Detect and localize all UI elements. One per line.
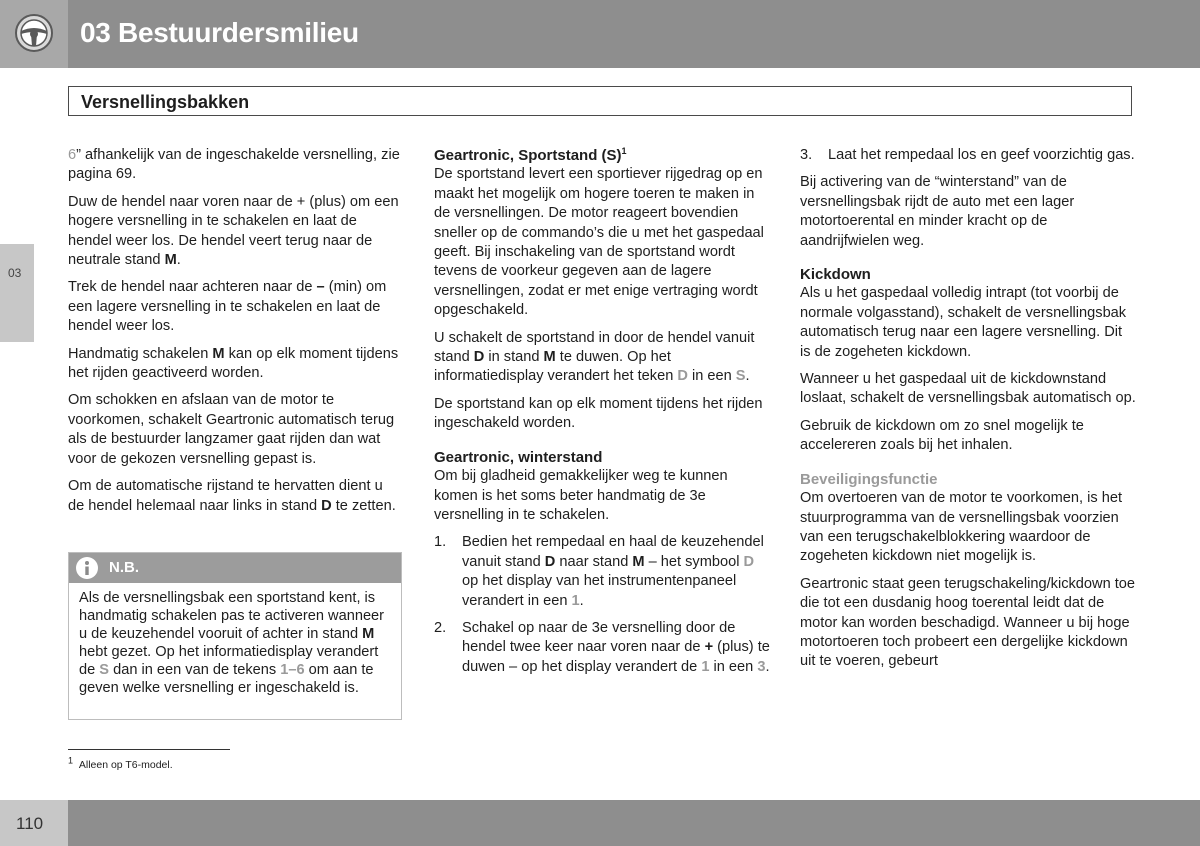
paragraph: Wanneer u het gaspedaal uit de kickdownstand loslaat, schakelt de versnellingsbak automatisch op. [800, 371, 1136, 407]
heading-winterstand: Geartronic, winterstand [434, 448, 603, 466]
paragraph: U schakelt de sportstand in door de hendel vanuit stand D in stand M te duwen. Op het informatiedisplay verandert het teken D in een S. [434, 329, 755, 385]
paragraph: Om de automatische rijstand te hervatten dient u de hendel helemaal naar links in stand D te zetten. [68, 478, 396, 514]
list-item: 3. Laat het rempedaal los en geef voorzichtig gas. [800, 147, 1135, 163]
heading-beveiligingsfunctie: Beveiligingsfunctie [800, 470, 938, 488]
heading-sportstand: Geartronic, Sportstand $(S)^1$ [434, 146, 627, 164]
paragraph: Duw de hendel naar voren naar de + (plus) om een hogere versnelling in te schakelen en laat de hendel weer los. De hendel veert terug naar de neutrale stand M. [68, 193, 399, 269]
page-footer [0, 800, 1200, 846]
step-list-continued [800, 146, 1136, 165]
paragraph: Om schokken en afslaan van de motor te voorkomen, schakelt Geartronic automatisch terug als de bestuurder langzamer gaat rijden dan wat voor de gekozen versnelling gepast is. [68, 392, 395, 467]
note-box [68, 552, 402, 720]
paragraph: 6” afhankelijk van de ingeschakelde versnelling, zie pagina 69. [68, 147, 400, 183]
header-icon-box [0, 0, 68, 68]
note-text: Als de versnellingsbak een sportstand kent, is handmatig schakelen pas te activeren wanneer u de keuzehendel vooruit of achter in stand M hebt gezet. Op het informatiedisplay verandert de S dan in een van de tekens 1–6 om aan te geven welke versnelling er ingeschakeld is. [79, 590, 385, 696]
note-title: N.B. [109, 559, 139, 576]
paragraph: De sportstand levert een sportiever rijgedrag op en maakt het mogelijk om hogere toeren te maken in de versnellingen. De motor reageert bovendien sneller op de commando’s die u met het gaspedaal geeft. Bij inschakeling van de sportstand wordt tevens de voorkeur gegeven aan de lagere versnellingen, zodat er met enige vertraging wordt opgeschakeld. [434, 166, 764, 319]
chapter-side-tab[interactable] [0, 244, 34, 342]
paragraph: De sportstand kan op elk moment tijdens het rijden ingeschakeld worden. [434, 395, 763, 432]
paragraph: Om bij gladheid gemakkelijker weg te kunnen komen is het soms beter handmatig de 3e versnelling in te schakelen. [434, 468, 728, 523]
steering-wheel-icon [14, 13, 54, 53]
page-header [0, 0, 1200, 68]
list-item: 1. Bedien het rempedaal en haal de keuzehendel vanuit stand D naar stand M – het symbool D op het display van het instrumentenpaneel verandert in een 1. [434, 534, 764, 609]
page-number: 110 [16, 814, 44, 833]
step-list [434, 533, 770, 677]
paragraph: Als u het gaspedaal volledig intrapt (tot voorbij de normale volgasstand), schakelt de versnellingsbak automatisch terug naar een lagere versnelling. Dit is de zogeheten kickdown. [800, 285, 1127, 360]
section-title-box [68, 86, 1132, 116]
column-1 [68, 146, 402, 524]
paragraph: Handmatig schakelen M kan op elk moment tijdens het rijden geactiveerd worden. [68, 345, 399, 382]
paragraph: Gebruik de kickdown om zo snel mogelijk te accelereren zoals bij het inhalen. [800, 417, 1084, 454]
heading-kickdown: Kickdown [800, 266, 871, 284]
section-title: Versnellingsbakken [81, 92, 250, 112]
column-3 [800, 146, 1136, 680]
info-icon [75, 556, 99, 580]
column-2 [434, 146, 770, 685]
footnote: $^1$ Alleen op T6-model. [68, 755, 173, 771]
page-number-box [0, 800, 68, 846]
chapter-title: 03 Bestuurdersmilieu [80, 17, 359, 48]
side-tab-label: 03 [8, 266, 22, 280]
note-header [69, 553, 401, 583]
paragraph: Om overtoeren van de motor te voorkomen, is het stuurprogramma van de versnellingsbak voorzien van een terugschakelblokkering waardoor de zogeheten kickdown niet mogelijk is. [800, 490, 1123, 565]
list-item: 2. Schakel op naar de 3e versnelling door de hendel twee keer naar voren naar de + (plus) te duwen – op het display verandert de 1 in een 3. [434, 619, 770, 675]
footnote-divider [68, 749, 230, 750]
paragraph: Bij activering van de “winterstand” van de versnellingsbak rijdt de auto met een lager motortoerental en minder kracht op de aandrijfwielen weg. [800, 174, 1075, 249]
paragraph: Geartronic staat geen terugschakeling/kickdown toe die tot een dusdanig hoog toerental leidt dat de motor kan worden beschadigd. Wanneer u bij hoge motortoeren toch probeert een dergelijke kickdown uit te voeren, gebeurt [800, 575, 1136, 670]
paragraph: Trek de hendel naar achteren naar de – (min) om een lagere versnelling in te schakelen en laat de hendel weer los. [68, 279, 387, 335]
